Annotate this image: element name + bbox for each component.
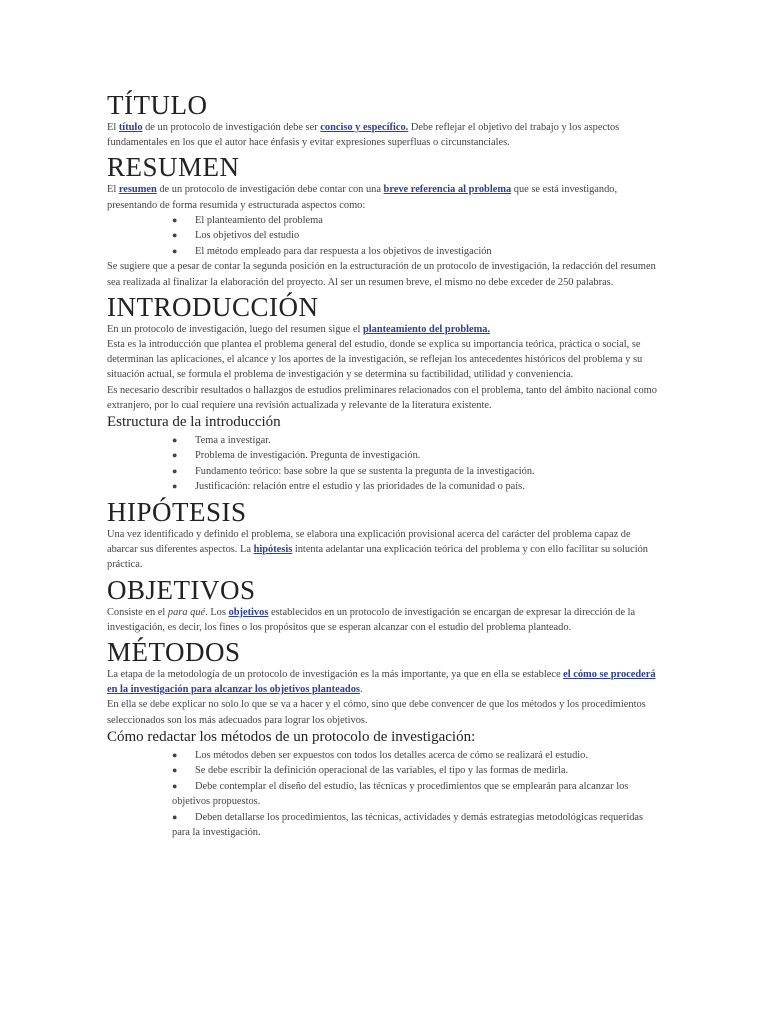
paragraph-objetivos <box>107 605 659 635</box>
bullet-icon: ● <box>172 481 178 492</box>
list-item-text: Fundamento teórico: base sobre la que se sustenta la pregunta de la investigación. <box>195 465 535 477</box>
subheading-como-redactar: Cómo redactar los métodos de un protocolo de investigación: <box>107 728 476 745</box>
link-resumen[interactable]: resumen <box>118 184 157 196</box>
text-span: establecidos en un protocolo de investigación se encargan de expresar la dirección de la investigación, es decir, los fines o los propósitos que se esperan alcanzar con el estudio del problema planteado. <box>107 606 636 633</box>
link-objetivos[interactable]: objetivos <box>228 606 269 618</box>
heading-resumen: RESUMEN <box>107 152 240 183</box>
bullet-icon: ● <box>172 245 178 256</box>
paragraph-metodos-2: En ella se debe explicar no solo lo que se va a hacer y el cómo, sino que debe convencer de que los métodos y los procedimientos seleccionados son los más adecuados para lograr los objetivos. <box>107 699 646 726</box>
list-item <box>172 779 659 810</box>
link-titulo[interactable]: título <box>118 122 143 133</box>
list-item <box>172 479 659 495</box>
document-content <box>107 90 659 841</box>
text-span: de un protocolo de investigación debe ser <box>142 122 321 133</box>
heading-introduccion: INTRODUCCIÓN <box>107 291 319 322</box>
text-span: El <box>107 184 119 196</box>
link-planteamiento[interactable]: planteamiento del problema. <box>362 323 491 335</box>
bullet-icon: ● <box>172 765 178 776</box>
link-hipotesis[interactable]: hipótesis <box>253 544 293 556</box>
paragraph-hipotesis <box>107 527 659 573</box>
paragraph-titulo <box>107 120 659 150</box>
heading-objetivos: OBJETIVOS <box>107 574 256 605</box>
paragraph-introduccion-3: Es necesario describir resultados o hallazgos de estudios preliminares relacionados con el problema, tanto del ámbito nacional como extranjero, por lo cual requiere una revisión actualizada y relevante de la literatura existente. <box>107 384 657 411</box>
text-span: La etapa de la metodología de un protocolo de investigación es la más importante, ya que en ella se establece <box>107 668 564 680</box>
bullet-icon: ● <box>172 465 178 476</box>
list-item-text: El planteamiento del problema <box>195 214 323 226</box>
text-span: Una vez identificado y definido el problema, se elabora una explicación provisional acerca del carácter del problema capaz de abarcar sus diferentes aspectos. La <box>107 528 631 556</box>
link-conciso-especifico[interactable]: conciso y específico. <box>320 122 409 133</box>
list-item-text: Tema a investigar. <box>195 434 271 446</box>
list-item-text: Se debe escribir la definición operacional de las variables, el tipo y las formas de medirla. <box>195 765 569 777</box>
paragraph-metodos <box>107 667 659 697</box>
bullet-icon: ● <box>172 434 178 445</box>
bullet-icon: ● <box>172 214 178 225</box>
bullet-icon: ● <box>172 749 178 760</box>
text-span: En un protocolo de investigación, luego del resumen sigue el <box>107 323 363 335</box>
list-item <box>172 433 659 449</box>
heading-titulo: TÍTULO <box>107 90 208 120</box>
list-item-text: Justificación: relación entre el estudio y las prioridades de la comunidad o país. <box>195 481 525 493</box>
list-item <box>172 228 659 244</box>
text-span: El <box>107 122 119 133</box>
list-item <box>172 763 659 779</box>
list-item-text: El método empleado para dar respuesta a los objetivos de investigación <box>195 245 492 257</box>
text-span: . Los <box>205 606 229 618</box>
text-span: intenta adelantar una explicación teórica del problema y con ello facilitar su solución práctica. <box>107 544 648 571</box>
bullet-icon: ● <box>172 450 178 461</box>
list-item <box>172 448 659 464</box>
text-span: Debe reflejar el objetivo del trabajo y los aspectos fundamentales en los que el autor hace énfasis y evitar expresiones superfluas o circunstanciales. <box>107 122 620 149</box>
list-item <box>172 244 659 260</box>
link-como-se-procedera[interactable]: el cómo se procederá en la investigación para alcanzar los objetivos planteados <box>107 668 656 696</box>
list-item-text: Los objetivos del estudio <box>195 230 300 242</box>
list-metodos <box>107 748 659 841</box>
heading-metodos: MÉTODOS <box>107 636 241 667</box>
emphasis-para-que: para qué <box>167 606 206 618</box>
paragraph-introduccion <box>107 322 659 337</box>
subheading-estructura: Estructura de la introducción <box>107 413 281 430</box>
bullet-icon: ● <box>172 811 178 822</box>
paragraph-resumen <box>107 182 659 212</box>
text-span: de un protocolo de investigación debe contar con una <box>156 184 384 196</box>
list-item-text: Deben detallarse los procedimientos, las técnicas, actividades y demás estrategias metodológicas requeridas para la investigación. <box>172 811 644 839</box>
text-span: Consiste en el <box>107 606 168 618</box>
heading-hipotesis: HIPÓTESIS <box>107 496 247 527</box>
text-span: que se está investigando, presentando de forma resumida y estructurada aspectos como: <box>107 184 618 211</box>
list-item <box>172 213 659 229</box>
paragraph-introduccion-2: Esta es la introducción que plantea el problema general del estudio, donde se explica su importancia teórica, práctica o social, se determinan las aplicaciones, el alcance y los aportes de la investigación, se reflejan los antecedentes históricos del problema y su situación actual, se formula el problema de investigación y se determina su factibilidad, utilidad y conveniencia. <box>107 338 643 381</box>
list-introduccion <box>107 433 659 495</box>
text-span: . <box>359 684 363 696</box>
list-item <box>172 810 659 841</box>
list-item <box>172 748 659 764</box>
list-resumen <box>107 213 659 260</box>
list-item-text: Debe contemplar el diseño del estudio, las técnicas y procedimientos que se emplearán para alcanzar los objetivos propuestos. <box>172 780 629 808</box>
bullet-icon: ● <box>172 230 178 241</box>
list-item-text: Problema de investigación. Pregunta de investigación. <box>195 450 421 462</box>
list-item <box>172 464 659 480</box>
paragraph-resumen-2: Se sugiere que a pesar de contar la segunda posición en la estructuración de un protocolo de investigación, la redacción del resumen sea realizada al finalizar la elaboración del proyecto. Al ser un resumen breve, el mismo no debe exceder de 250 palabras. <box>107 261 656 288</box>
list-item-text: Los métodos deben ser expuestos con todos los detalles acerca de cómo se realizará el estudio. <box>195 749 588 761</box>
link-breve-referencia[interactable]: breve referencia al problema <box>383 184 512 196</box>
bullet-icon: ● <box>172 780 178 791</box>
